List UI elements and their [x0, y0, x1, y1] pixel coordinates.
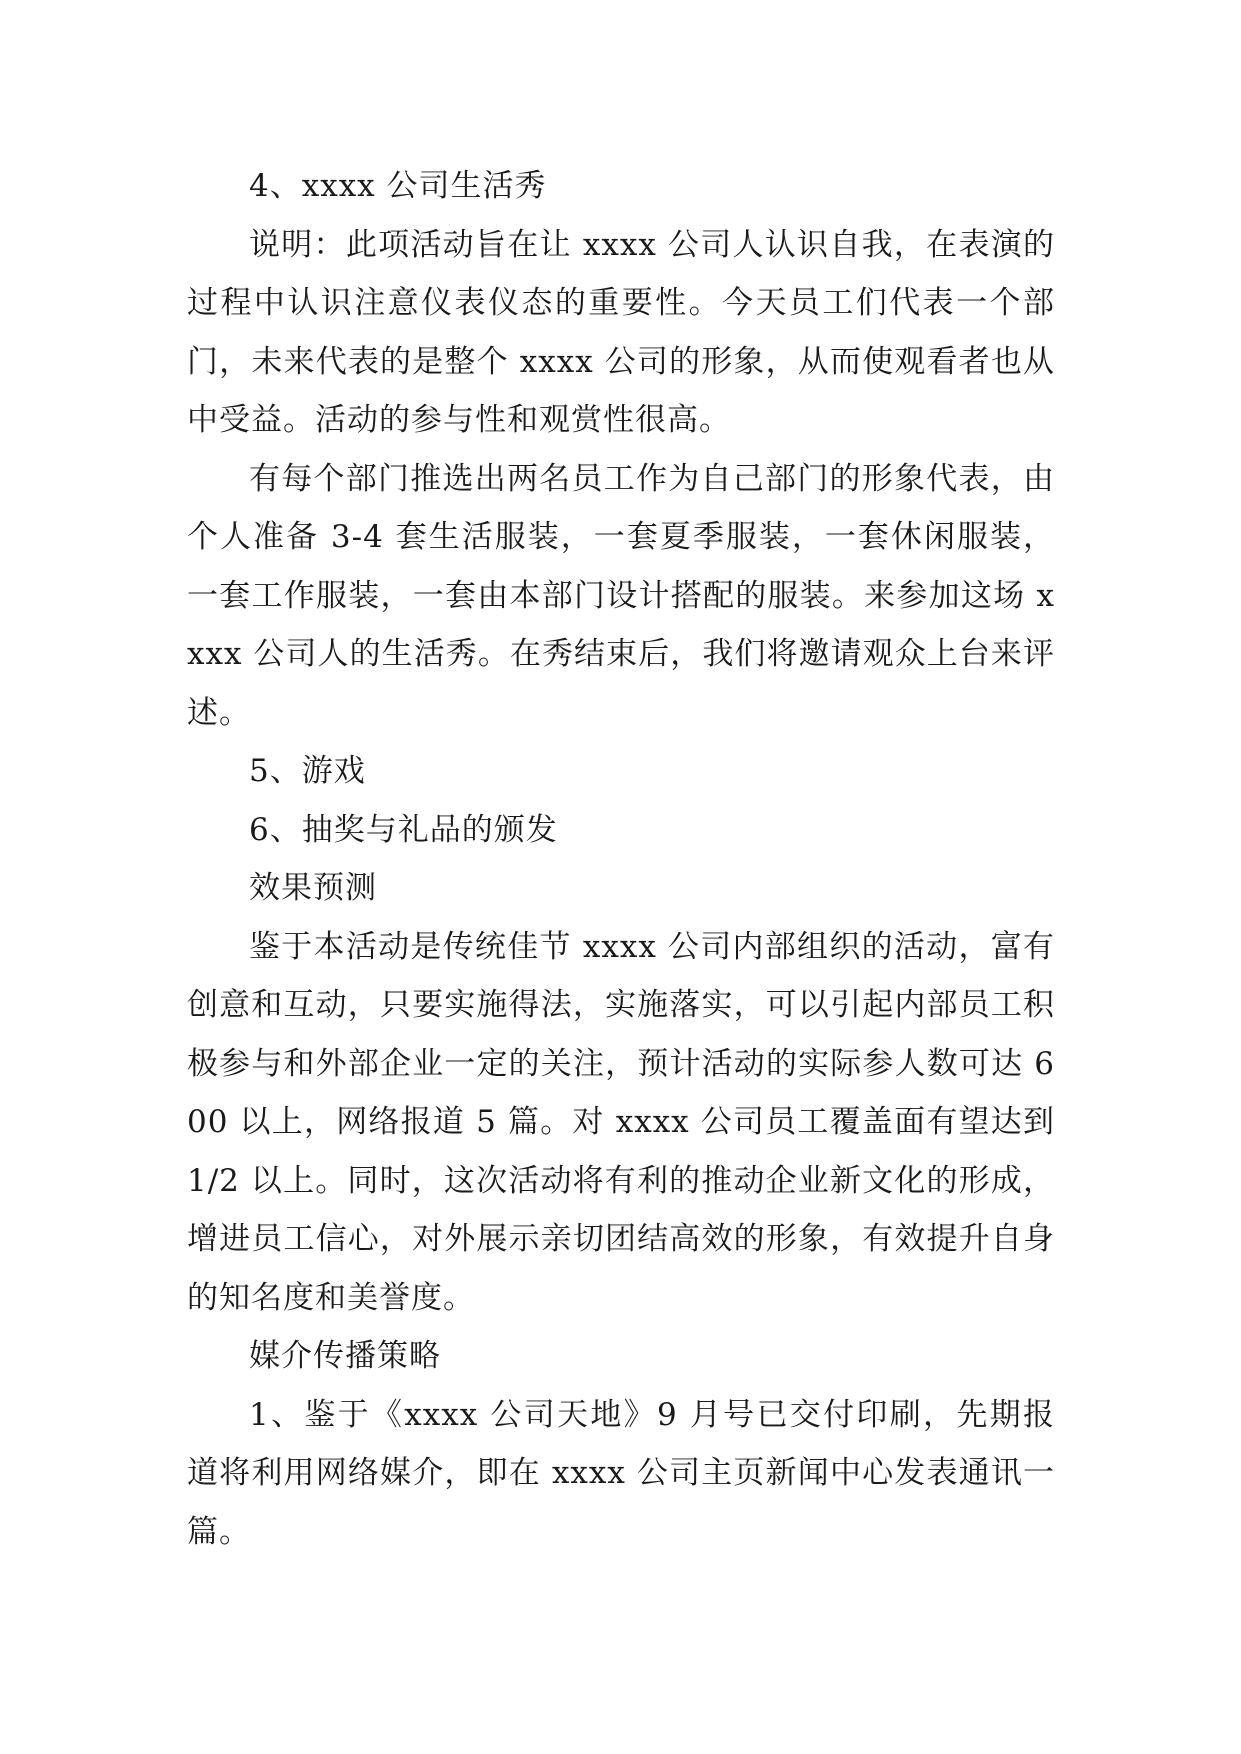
heading-lottery-gifts: 6、抽奖与礼品的颁发 — [249, 811, 558, 848]
paragraph-show-description: 说明：此项活动旨在让 xxxx 公司人认识自我，在表演的过程中认识注意仪表仪态的重要性。今天员工们代表一个部门，未来代表的是整个 xxxx 公司的形象，从而使观看者也从中受益。活动的参与性和观赏性很高。 — [187, 226, 1055, 438]
heading-effect-forecast: 效果预测 — [249, 870, 377, 906]
paragraph-effect-forecast: 鉴于本活动是传统佳节 xxxx 公司内部组织的活动，富有创意和互动，只要实施得法，实施落实，可以引起内部员工积极参与和外部企业一定的关注，预计活动的实际参人数可达 600 以上，网络报道 5 篇。对 xxxx 公司员工覆盖面有望达到 1/2 以上。同时，这次活动将有利的推动企业新文化的形成，增进员工信心，对外展示亲切团结高效的形象，有效提升自身的知名度和美誉度。 — [187, 928, 1055, 1316]
paragraph-media-strategy-1: 1、鉴于《xxxx 公司天地》9 月号已交付印刷，先期报道将利用网络媒介，即在 xxxx 公司主页新闻中心发表通讯一篇。 — [187, 1396, 1055, 1550]
document-body — [187, 157, 1055, 1561]
heading-games: 5、游戏 — [249, 753, 366, 789]
paragraph-show-arrangement: 有每个部门推选出两名员工作为自己部门的形象代表，由个人准备 3-4 套生活服装，一套夏季服装，一套休闲服装，一套工作服装，一套由本部门设计搭配的服装。来参加这场 xxxx 公司人的生活秀。在秀结束后，我们将邀请观众上台来评述。 — [187, 460, 1055, 731]
heading-media-strategy: 媒介传播策略 — [249, 1338, 441, 1374]
heading-company-life-show: 4、xxxx 公司生活秀 — [249, 168, 547, 204]
